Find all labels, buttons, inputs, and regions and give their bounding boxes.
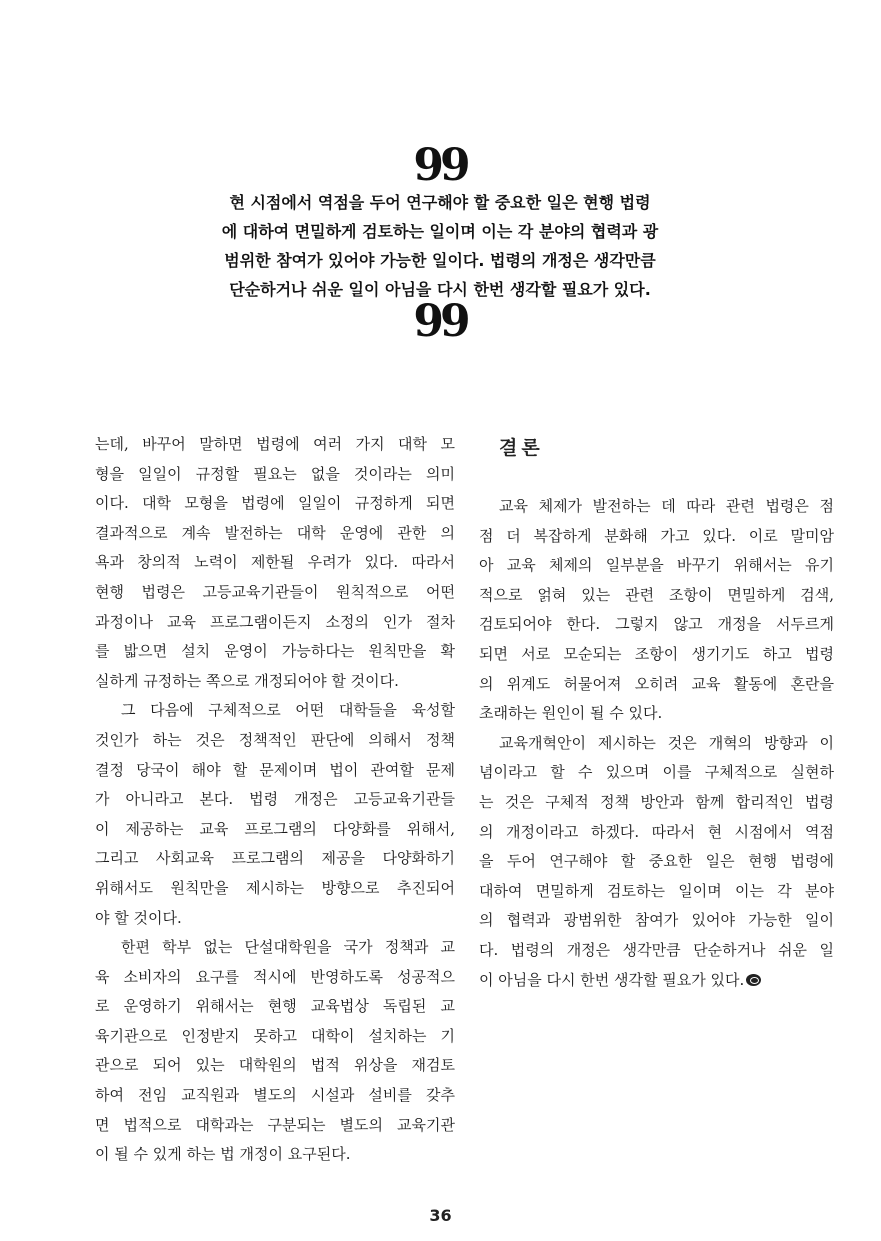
body-line: 점 더 복잡하게 분화해 가고 있다. 이로 말미암: [479, 526, 834, 545]
body-line: 이 제공하는 교육 프로그램의 다양화를 위해서,: [95, 819, 455, 838]
body-line: 는 것은 구체적 정책 방안과 함께 합리적인 법령: [479, 792, 834, 811]
body-line: 위해서도 원칙만을 제시하는 방향으로 추진되어: [95, 878, 455, 897]
body-line: 의 개정이라고 하겠다. 따라서 현 시점에서 역점: [479, 822, 834, 841]
left-column: [95, 430, 455, 1170]
body-line: 의 위계도 허물어져 오히려 교육 활동에 혼란을: [479, 674, 834, 693]
body-line: 육 소비자의 요구를 적시에 반영하도록 성공적으: [95, 967, 455, 986]
body-line: 되면 서로 모순되는 조항이 생기기도 하고 법령: [479, 644, 834, 663]
end-of-article-icon: [746, 974, 761, 986]
body-line: 검토되어야 한다. 그렇지 않고 개정을 서두르게: [479, 615, 834, 634]
body-line: 현행 법령은 고등교육기관들이 원칙적으로 어떤: [95, 582, 455, 601]
body-line: 야 할 것이다.: [95, 908, 182, 927]
body-line: 그 다음에 구체적으로 어떤 대학들을 육성할: [121, 701, 455, 720]
close-quote-icon: 99: [413, 296, 467, 347]
body-line: 가 아니라고 본다. 법령 개정은 고등교육기관들: [95, 790, 455, 809]
body-line: 념이라고 할 수 있으며 이를 구체적으로 실현하: [479, 763, 834, 782]
body-line-final: [479, 966, 834, 996]
body-line: 는데, 바꾸어 말하면 법령에 여러 가지 대학 모: [95, 435, 455, 453]
body-line: 교육개혁안이 제시하는 것은 개혁의 방향과 이: [499, 733, 834, 752]
pull-quote-line: 현 시점에서 역점을 두어 연구해야 할 중요한 일은 현행 법령: [229, 193, 651, 212]
body-line: 관으로 되어 있는 대학원의 법적 위상을 재검토: [95, 1056, 455, 1075]
open-quote-icon: 99: [413, 140, 467, 191]
body-line: 하여 전임 교직원과 별도의 시설과 설비를 갖추: [95, 1086, 455, 1105]
body-line: 그리고 사회교육 프로그램의 제공을 다양화하기: [95, 849, 455, 868]
body-line: 면 법적으로 대학과는 구분되는 별도의 교육기관: [95, 1115, 455, 1134]
body-line: 한편 학부 없는 단설대학원을 국가 정책과 교: [121, 938, 455, 957]
body-line: 형을 일일이 규정할 필요는 없을 것이라는 의미: [95, 464, 455, 483]
body-line: 이다. 대학 모형을 법령에 일일이 규정하게 되면: [95, 494, 455, 513]
body-line: 로 운영하기 위해서는 현행 교육법상 독립된 교: [95, 997, 455, 1016]
body-line: 교육 체제가 발전하는 데 따라 관련 법령은 점: [499, 497, 834, 515]
pull-quote: [180, 140, 700, 347]
right-column: [479, 432, 834, 995]
body-line: 욕과 창의적 노력이 제한될 우려가 있다. 따라서: [95, 553, 455, 572]
pull-quote-line: 범위한 참여가 있어야 가능한 일이다. 법령의 개정은 생각만큼: [224, 251, 656, 270]
body-line: 적으로 얽혀 있는 관련 조항이 면밀하게 검색,: [479, 585, 834, 604]
body-line: 대하여 면밀하게 검토하는 일이며 이는 각 분야: [479, 881, 834, 900]
body-line: 과정이나 교육 프로그램이든지 소정의 인가 절차: [95, 612, 455, 631]
body-line: 결과적으로 계속 발전하는 대학 운영에 관한 의: [95, 523, 455, 542]
pull-quote-line: 에 대하여 면밀하게 검토하는 일이며 이는 각 분야의 협력과 광: [221, 222, 659, 241]
pull-quote-line: 단순하거나 쉬운 일이 아님을 다시 한번 생각할 필요가 있다.: [229, 280, 651, 299]
body-line: 것인가 하는 것은 정책적인 판단에 의해서 정책: [95, 730, 455, 749]
body-line: 초래하는 원인이 될 수 있다.: [479, 704, 663, 723]
body-line: 를 밟으면 설치 운영이 가능하다는 원칙만을 확: [95, 642, 455, 661]
pull-quote-text: [180, 188, 700, 304]
body-line: 육기관으로 인정받지 못하고 대학이 설치하는 기: [95, 1026, 455, 1045]
section-heading: 결론: [499, 437, 544, 459]
body-line: 결정 당국이 해야 할 문제이며 법이 관여할 문제: [95, 760, 455, 779]
body-line: 실하게 규정하는 쪽으로 개정되어야 할 것이다.: [95, 671, 399, 690]
body-line: 아 교육 체제의 일부분을 바꾸기 위해서는 유기: [479, 556, 834, 575]
body-line: 이 될 수 있게 하는 법 개정이 요구된다.: [95, 1145, 351, 1164]
page-number: 36: [429, 1206, 452, 1225]
final-sentence: 이 아님을 다시 한번 생각할 필요가 있다.: [479, 970, 745, 989]
body-line: 다. 법령의 개정은 생각만큼 단순하거나 쉬운 일: [479, 940, 834, 959]
body-line: 을 두어 연구해야 할 중요한 일은 현행 법령에: [479, 852, 834, 871]
body-line: 의 협력과 광범위한 참여가 있어야 가능한 일이: [479, 911, 834, 930]
